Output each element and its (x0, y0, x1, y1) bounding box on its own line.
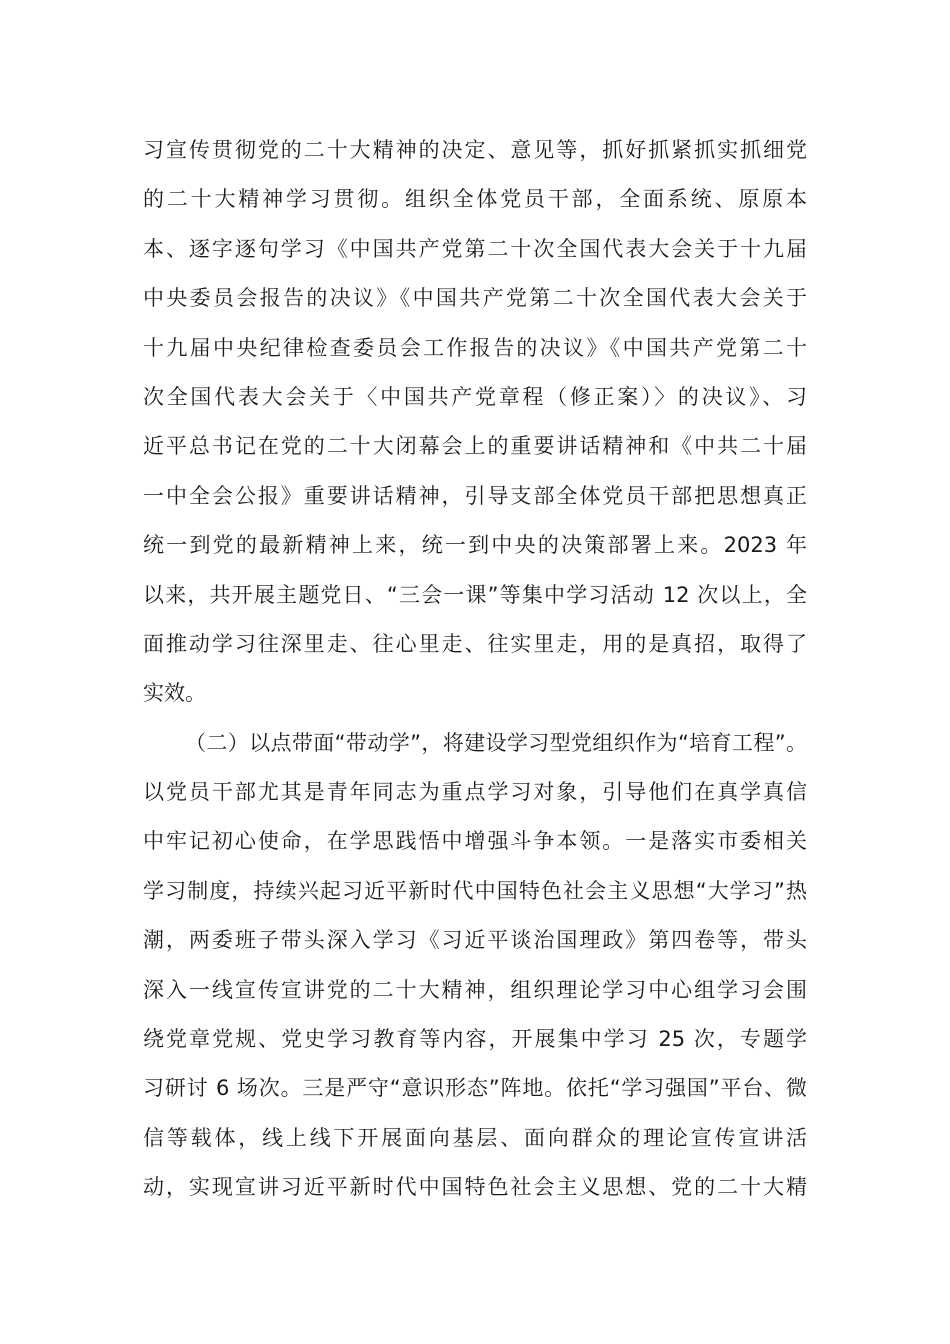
text-line: 以党员干部尤其是青年同志为重点学习对象，引导他们在真学真信 (143, 780, 807, 805)
text-line: 近平总书记在党的二十大闭幕会上的重要讲话精神和《中共二十届 (143, 434, 807, 459)
text-line: 十九届中央纪律检查委员会工作报告的决议》《中国共产党第二十 (143, 335, 807, 360)
text-line: 的二十大精神学习贯彻。组织全体党员干部，全面系统、原原本 (143, 187, 807, 212)
body-text (143, 126, 807, 1213)
text-line: 面推动学习往深里走、往心里走、往实里走，用的是真招，取得了 (143, 631, 807, 656)
text-line: 次全国代表大会关于〈中国共产党章程（修正案）〉的决议》、习 (143, 384, 807, 409)
text-line: 中央委员会报告的决议》《中国共产党第二十次全国代表大会关于 (143, 286, 807, 311)
text-line: 深入一线宣传宣讲党的二十大精神，组织理论学习中心组学习会围 (143, 977, 807, 1002)
text-line: 学习制度，持续兴起习近平新时代中国特色社会主义思想“大学习”热 (143, 878, 807, 903)
text-line: 信等载体，线上线下开展面向基层、面向群众的理论宣传宣讲活 (143, 1125, 807, 1150)
text-line: 一中全会公报》重要讲话精神，引导支部全体党员干部把思想真正 (143, 483, 807, 508)
text-line: 统一到党的最新精神上来，统一到中央的决策部署上来。2023 年 (143, 533, 807, 558)
text-line: 习宣传贯彻党的二十大精神的决定、意见等，抓好抓紧抓实抓细党 (143, 138, 807, 162)
text-line: 潮，两委班子带头深入学习《习近平谈治国理政》第四卷等，带头 (143, 928, 807, 953)
text-line: 本、逐字逐句学习《中国共产党第二十次全国代表大会关于十九届 (143, 236, 807, 261)
text-line: 动，实现宣讲习近平新时代中国特色社会主义思想、党的二十大精 (143, 1175, 807, 1200)
text-line: 实效。 (143, 681, 206, 706)
text-line: 绕党章党规、党史学习教育等内容，开展集中学习 25 次，专题学 (143, 1027, 807, 1052)
text-line: 中牢记初心使命，在学思践悟中增强斗争本领。一是落实市委相关 (143, 829, 807, 854)
section-heading-line: （二）以点带面“带动学”，将建设学习型党组织作为“培育工程”。 (185, 730, 807, 755)
text-line: 习研讨 6 场次。三是严守“意识形态”阵地。依托“学习强国”平台、微 (143, 1076, 807, 1101)
text-line: 以来，共开展主题党日、“三会一课”等集中学习活动 12 次以上，全 (143, 582, 807, 607)
